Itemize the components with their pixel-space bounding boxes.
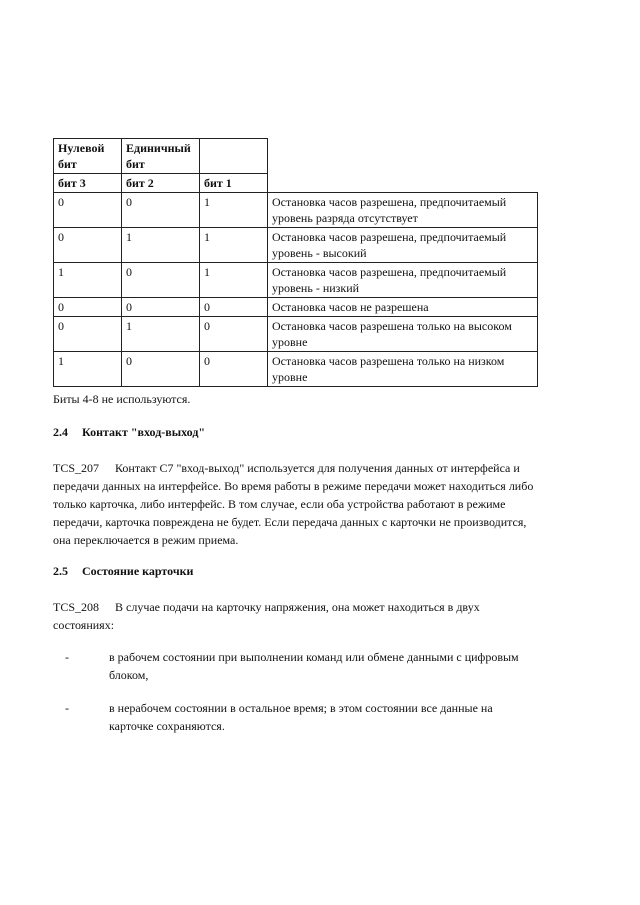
header-one-bit: Единичный бит: [122, 139, 200, 174]
cell-bit2: 0: [122, 298, 200, 317]
bullet-dash: -: [65, 650, 69, 664]
bit-table: [53, 138, 538, 387]
cell-description: Остановка часов разрешена, предпочитаемый уровень - высокий: [268, 228, 538, 263]
header-bit2: бит 2: [122, 174, 200, 193]
cell-description: Остановка часов разрешена, предпочитаемый уровень - низкий: [268, 263, 538, 298]
requirement-label: TCS_207: [53, 461, 100, 475]
cell-bit1: 1: [200, 193, 268, 228]
cell-bit3: 1: [54, 352, 122, 387]
table-subheader-row: [54, 174, 538, 193]
cell-bit1: 0: [200, 352, 268, 387]
cell-bit2: 1: [122, 317, 200, 352]
table-row: [54, 263, 538, 298]
cell-description: Остановка часов разрешена только на высоком уровне: [268, 317, 538, 352]
cell-bit2: 0: [122, 352, 200, 387]
section-number: 2.5: [53, 564, 68, 578]
requirement-text: Контакт С7 "вход-выход" используется для получения данных от интерфейса и передачи данных на интерфейсе. Во время работы в режиме передачи может находиться либо только карточка, либо интерфейс. В том случае, если оба устройства работают в режиме передачи, карточка повреждена не будет. Если передача данных с карточки не производится, она переключается в режим приема.: [53, 461, 534, 547]
table-row: [54, 298, 538, 317]
cell-bit3: 0: [54, 193, 122, 228]
requirement-label: TCS_208: [53, 600, 100, 614]
cell-description: Остановка часов не разрешена: [268, 298, 538, 317]
header-bit3: бит 3: [54, 174, 122, 193]
table-row: [54, 317, 538, 352]
cell-bit2: 0: [122, 263, 200, 298]
bullet-dash: -: [65, 701, 69, 715]
header-blank: [268, 139, 538, 174]
cell-bit1: 0: [200, 298, 268, 317]
cell-bit1: 1: [200, 228, 268, 263]
table-row: [54, 352, 538, 387]
header-bit1: бит 1: [200, 174, 268, 193]
cell-bit3: 0: [54, 298, 122, 317]
cell-description: Остановка часов разрешена только на низком уровне: [268, 352, 538, 387]
requirement-text: В случае подачи на карточку напряжения, она может находиться в двух состояниях:: [53, 600, 480, 632]
requirement-tcs-207: [53, 459, 543, 549]
cell-bit3: 0: [54, 317, 122, 352]
table-row: [54, 228, 538, 263]
section-title: Состояние карточки: [82, 564, 194, 578]
list-item: [65, 648, 535, 684]
table-header-row: [54, 139, 538, 174]
cell-bit2: 0: [122, 193, 200, 228]
section-heading-2-5: [53, 564, 193, 579]
cell-bit2: 1: [122, 228, 200, 263]
section-number: 2.4: [53, 425, 68, 439]
subheader-blank: [268, 174, 538, 193]
section-title: Контакт "вход-выход": [82, 425, 206, 439]
section-heading-2-4: [53, 425, 205, 440]
cell-bit1: 0: [200, 317, 268, 352]
cell-bit3: 1: [54, 263, 122, 298]
table-row: [54, 193, 538, 228]
bits-note: Биты 4-8 не используются.: [53, 392, 191, 406]
list-item: [65, 699, 535, 735]
header-empty: [200, 139, 268, 174]
header-zero-bit: Нулевой бит: [54, 139, 122, 174]
requirement-tcs-208: [53, 598, 543, 634]
bullet-text: в нерабочем состоянии в остальное время; в этом состоянии все данные на карточке сохраняются.: [109, 701, 493, 733]
bullet-text: в рабочем состоянии при выполнении команд или обмене данными с цифровым блоком,: [109, 650, 519, 682]
cell-description: Остановка часов разрешена, предпочитаемый уровень разряда отсутствует: [268, 193, 538, 228]
cell-bit3: 0: [54, 228, 122, 263]
cell-bit1: 1: [200, 263, 268, 298]
